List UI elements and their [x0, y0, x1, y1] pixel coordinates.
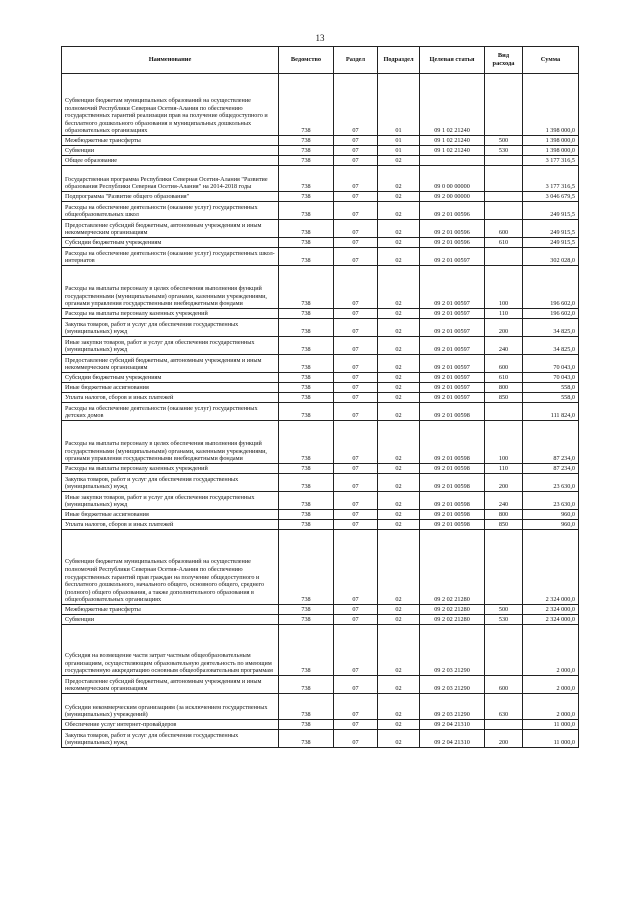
row-razdel: 07	[334, 510, 378, 520]
row-podrazdel: 02	[378, 383, 420, 393]
row-razdel: 07	[334, 520, 378, 530]
row-target-article: 09 2 01 00597	[420, 355, 485, 373]
row-razdel: 07	[334, 373, 378, 383]
row-vedomstvo: 738	[279, 238, 334, 248]
row-sum: 249 915,5	[523, 238, 579, 248]
table-row	[62, 355, 579, 373]
row-vedomstvo: 738	[279, 421, 334, 464]
row-target-article: 09 2 01 00598	[420, 510, 485, 520]
row-vedomstvo: 738	[279, 520, 334, 530]
table-row	[62, 266, 579, 309]
row-expense-type	[485, 530, 523, 605]
row-expense-type	[485, 248, 523, 266]
row-expense-type: 600	[485, 676, 523, 694]
row-expense-type: 630	[485, 694, 523, 720]
row-razdel: 07	[334, 530, 378, 605]
row-target-article	[420, 156, 485, 166]
row-expense-type	[485, 156, 523, 166]
header-sum: Сумма	[523, 47, 579, 74]
row-vedomstvo: 738	[279, 464, 334, 474]
row-expense-type: 530	[485, 615, 523, 625]
row-sum: 34 825,0	[523, 319, 579, 337]
row-vedomstvo: 738	[279, 309, 334, 319]
table-row	[62, 220, 579, 238]
row-vedomstvo: 738	[279, 383, 334, 393]
row-vedomstvo: 738	[279, 694, 334, 720]
row-sum: 558,0	[523, 383, 579, 393]
header-expense-type: Вид расхода	[485, 47, 523, 74]
row-razdel: 07	[334, 266, 378, 309]
table-row	[62, 720, 579, 730]
row-expense-type	[485, 74, 523, 136]
row-sum: 11 000,0	[523, 730, 579, 748]
row-expense-type: 600	[485, 355, 523, 373]
row-podrazdel: 02	[378, 355, 420, 373]
table-row	[62, 156, 579, 166]
row-vedomstvo: 738	[279, 403, 334, 421]
row-name: Расходы на выплаты персоналу в целях обеспечения выполнения функций государственными (муниципальными) органами, казенными учреждениями, органами управления государственными внебюджетными фондами	[62, 266, 279, 309]
row-target-article: 09 1 02 21240	[420, 146, 485, 156]
row-expense-type: 100	[485, 421, 523, 464]
row-target-article: 09 0 00 00000	[420, 166, 485, 192]
row-name: Предоставление субсидий бюджетным, автономным учреждениям и иным некоммерческим организациям	[62, 220, 279, 238]
row-sum: 23 630,0	[523, 492, 579, 510]
row-name: Субсидия на возмещение части затрат частным общеобразовательным организациям, осуществляющим образовательную деятельность по имеющим государственную аккредитацию основным общеобразовательным программам	[62, 625, 279, 676]
row-expense-type: 610	[485, 373, 523, 383]
row-expense-type: 240	[485, 492, 523, 510]
row-podrazdel: 02	[378, 464, 420, 474]
row-podrazdel: 02	[378, 238, 420, 248]
row-name: Предоставление субсидий бюджетным, автономным учреждениям и иным некоммерческим организациям	[62, 355, 279, 373]
row-sum: 23 630,0	[523, 474, 579, 492]
table-row	[62, 730, 579, 748]
table-row	[62, 615, 579, 625]
row-podrazdel: 02	[378, 510, 420, 520]
row-vedomstvo: 738	[279, 492, 334, 510]
row-razdel: 07	[334, 625, 378, 676]
row-name: Обеспечение услуг интернет-провайдеров	[62, 720, 279, 730]
row-target-article: 09 2 01 00598	[420, 520, 485, 530]
row-sum: 2 324 000,0	[523, 530, 579, 605]
table-row	[62, 474, 579, 492]
row-target-article: 09 2 00 00000	[420, 192, 485, 202]
table-row	[62, 337, 579, 355]
row-podrazdel: 02	[378, 337, 420, 355]
row-vedomstvo: 738	[279, 474, 334, 492]
row-target-article: 09 2 04 21310	[420, 720, 485, 730]
row-podrazdel: 02	[378, 266, 420, 309]
header-vedomstvo: Ведомство	[279, 47, 334, 74]
row-target-article: 09 2 01 00597	[420, 309, 485, 319]
table-row	[62, 192, 579, 202]
row-target-article: 09 2 02 21280	[420, 530, 485, 605]
table-row	[62, 202, 579, 220]
row-name: Субвенции бюджетам муниципальных образований на осуществление полномочий Республики Северная Осетия-Алания по обеспечению государственных гарантий прав граждан на получение общедоступного и бесплатного дошкольного, начального общего, основного общего, среднего (полного) общего образования, а также дополнительного образования в общеобразовательных организациях	[62, 530, 279, 605]
table-row	[62, 74, 579, 136]
row-podrazdel: 02	[378, 248, 420, 266]
row-razdel: 07	[334, 464, 378, 474]
table-row	[62, 403, 579, 421]
row-razdel: 07	[334, 202, 378, 220]
row-sum: 70 043,0	[523, 373, 579, 383]
row-podrazdel: 02	[378, 520, 420, 530]
row-sum: 34 825,0	[523, 337, 579, 355]
row-expense-type: 530	[485, 146, 523, 156]
table-row	[62, 530, 579, 605]
row-target-article: 09 2 01 00598	[420, 421, 485, 464]
row-sum: 960,0	[523, 520, 579, 530]
row-razdel: 07	[334, 492, 378, 510]
row-target-article: 09 1 02 21240	[420, 136, 485, 146]
row-expense-type: 800	[485, 510, 523, 520]
row-sum: 1 398 000,0	[523, 136, 579, 146]
row-razdel: 07	[334, 676, 378, 694]
row-name: Иные бюджетные ассигнования	[62, 510, 279, 520]
row-expense-type	[485, 202, 523, 220]
row-expense-type: 110	[485, 309, 523, 319]
row-name: Субвенции	[62, 615, 279, 625]
row-name: Иные бюджетные ассигнования	[62, 383, 279, 393]
row-sum: 3 177 316,5	[523, 156, 579, 166]
row-sum: 249 915,5	[523, 202, 579, 220]
row-target-article: 09 2 01 00596	[420, 202, 485, 220]
row-vedomstvo: 738	[279, 676, 334, 694]
row-target-article: 09 2 01 00598	[420, 492, 485, 510]
row-target-article: 09 2 01 00597	[420, 393, 485, 403]
row-name: Закупка товаров, работ и услуг для обеспечения государственных (муниципальных) нужд	[62, 474, 279, 492]
row-podrazdel: 02	[378, 730, 420, 748]
row-vedomstvo: 738	[279, 530, 334, 605]
row-vedomstvo: 738	[279, 202, 334, 220]
row-vedomstvo: 738	[279, 266, 334, 309]
row-expense-type: 600	[485, 220, 523, 238]
row-podrazdel: 01	[378, 146, 420, 156]
row-target-article: 09 2 03 21290	[420, 676, 485, 694]
header-razdel: Раздел	[334, 47, 378, 74]
row-vedomstvo: 738	[279, 393, 334, 403]
row-target-article: 09 2 02 21280	[420, 605, 485, 615]
row-target-article: 09 2 03 21290	[420, 694, 485, 720]
row-sum: 2 324 000,0	[523, 615, 579, 625]
row-vedomstvo: 738	[279, 605, 334, 615]
table-row	[62, 309, 579, 319]
row-razdel: 07	[334, 421, 378, 464]
row-razdel: 07	[334, 605, 378, 615]
row-razdel: 07	[334, 720, 378, 730]
row-razdel: 07	[334, 136, 378, 146]
row-sum: 2 000,0	[523, 676, 579, 694]
row-name: Уплата налогов, сборов и иных платежей	[62, 393, 279, 403]
row-expense-type: 500	[485, 136, 523, 146]
row-podrazdel: 02	[378, 694, 420, 720]
row-expense-type	[485, 403, 523, 421]
row-sum: 1 398 000,0	[523, 74, 579, 136]
header-target-article: Целевая статья	[420, 47, 485, 74]
row-name: Субвенции	[62, 146, 279, 156]
row-podrazdel: 02	[378, 615, 420, 625]
row-podrazdel: 02	[378, 403, 420, 421]
row-podrazdel: 02	[378, 220, 420, 238]
row-name: Субсидии бюджетным учреждениям	[62, 238, 279, 248]
table-row	[62, 520, 579, 530]
row-razdel: 07	[334, 474, 378, 492]
row-name: Субвенции бюджетам муниципальных образований на осуществление полномочий Республики Северная Осетия-Алания по обеспечению государственных гарантий реализации прав на получение общедоступного и бесплатного дошкольного образования в муниципальных дошкольных образовательных организациях	[62, 74, 279, 136]
row-target-article: 09 1 02 21240	[420, 74, 485, 136]
row-podrazdel: 02	[378, 393, 420, 403]
row-sum: 87 234,0	[523, 464, 579, 474]
row-expense-type	[485, 625, 523, 676]
row-name: Иные закупки товаров, работ и услуг для обеспечения государственных (муниципальных) нужд	[62, 337, 279, 355]
row-expense-type: 100	[485, 266, 523, 309]
row-target-article: 09 2 01 00597	[420, 383, 485, 393]
row-name: Расходы на обеспечение деятельности (оказание услуг) государственных детских домов	[62, 403, 279, 421]
row-vedomstvo: 738	[279, 510, 334, 520]
row-razdel: 07	[334, 694, 378, 720]
table-row	[62, 625, 579, 676]
table-row	[62, 383, 579, 393]
row-expense-type: 240	[485, 337, 523, 355]
table-row	[62, 676, 579, 694]
row-target-article: 09 2 01 00598	[420, 403, 485, 421]
row-razdel: 07	[334, 355, 378, 373]
row-razdel: 07	[334, 615, 378, 625]
row-razdel: 07	[334, 146, 378, 156]
row-vedomstvo: 738	[279, 720, 334, 730]
table-row	[62, 464, 579, 474]
row-sum: 11 000,0	[523, 720, 579, 730]
row-podrazdel: 02	[378, 474, 420, 492]
row-sum: 960,0	[523, 510, 579, 520]
row-podrazdel: 01	[378, 74, 420, 136]
row-sum: 2 324 000,0	[523, 605, 579, 615]
row-podrazdel: 02	[378, 309, 420, 319]
row-sum: 3 046 679,5	[523, 192, 579, 202]
row-target-article: 09 2 01 00597	[420, 266, 485, 309]
row-sum: 196 602,0	[523, 309, 579, 319]
row-podrazdel: 02	[378, 605, 420, 615]
row-sum: 70 043,0	[523, 355, 579, 373]
budget-table	[61, 46, 579, 748]
row-target-article: 09 2 01 00598	[420, 464, 485, 474]
row-name: Субсидии некоммерческим организациям (за исключением государственных (муниципальных) учреждений)	[62, 694, 279, 720]
row-vedomstvo: 738	[279, 730, 334, 748]
row-vedomstvo: 738	[279, 625, 334, 676]
row-expense-type	[485, 720, 523, 730]
row-podrazdel: 02	[378, 319, 420, 337]
row-expense-type: 800	[485, 383, 523, 393]
row-vedomstvo: 738	[279, 156, 334, 166]
row-name: Межбюджетные трансферты	[62, 605, 279, 615]
row-razdel: 07	[334, 309, 378, 319]
row-expense-type: 850	[485, 393, 523, 403]
row-target-article: 09 2 01 00597	[420, 337, 485, 355]
row-vedomstvo: 738	[279, 337, 334, 355]
page-number: 13	[315, 33, 325, 43]
row-sum: 2 000,0	[523, 694, 579, 720]
row-razdel: 07	[334, 156, 378, 166]
row-expense-type: 200	[485, 730, 523, 748]
row-razdel: 07	[334, 383, 378, 393]
row-razdel: 07	[334, 74, 378, 136]
row-sum: 87 234,0	[523, 421, 579, 464]
row-name: Иные закупки товаров, работ и услуг для обеспечения государственных (муниципальных) нужд	[62, 492, 279, 510]
row-podrazdel: 02	[378, 373, 420, 383]
row-podrazdel: 02	[378, 720, 420, 730]
table-row	[62, 248, 579, 266]
table-row	[62, 319, 579, 337]
row-sum: 249 915,5	[523, 220, 579, 238]
row-podrazdel: 02	[378, 530, 420, 605]
row-name: Расходы на выплаты персоналу казенных учреждений	[62, 464, 279, 474]
row-razdel: 07	[334, 166, 378, 192]
row-target-article: 09 2 01 00597	[420, 319, 485, 337]
row-vedomstvo: 738	[279, 166, 334, 192]
table-body	[62, 74, 579, 748]
row-vedomstvo: 738	[279, 319, 334, 337]
table-row	[62, 146, 579, 156]
row-podrazdel: 02	[378, 202, 420, 220]
row-target-article: 09 2 01 00596	[420, 238, 485, 248]
row-sum: 2 000,0	[523, 625, 579, 676]
row-target-article: 09 2 01 00597	[420, 373, 485, 383]
row-razdel: 07	[334, 248, 378, 266]
row-expense-type: 110	[485, 464, 523, 474]
row-name: Расходы на обеспечение деятельности (оказание услуг) государственных школ-интернатов	[62, 248, 279, 266]
row-podrazdel: 02	[378, 676, 420, 694]
header-podrazdel: Подраздел	[378, 47, 420, 74]
table-row	[62, 373, 579, 383]
table-row	[62, 492, 579, 510]
row-name: Государственная программа Республики Северная Осетия-Алания "Развитие образования Республики Северная Осетия-Алания" на 2014-2018 годы	[62, 166, 279, 192]
row-razdel: 07	[334, 319, 378, 337]
row-podrazdel: 02	[378, 156, 420, 166]
row-vedomstvo: 738	[279, 74, 334, 136]
row-podrazdel: 02	[378, 492, 420, 510]
row-razdel: 07	[334, 238, 378, 248]
row-podrazdel: 02	[378, 166, 420, 192]
row-razdel: 07	[334, 393, 378, 403]
row-sum: 558,0	[523, 393, 579, 403]
row-vedomstvo: 738	[279, 192, 334, 202]
table-row	[62, 166, 579, 192]
row-vedomstvo: 738	[279, 146, 334, 156]
row-vedomstvo: 738	[279, 373, 334, 383]
row-expense-type	[485, 166, 523, 192]
row-name: Межбюджетные трансферты	[62, 136, 279, 146]
row-vedomstvo: 738	[279, 136, 334, 146]
row-expense-type	[485, 192, 523, 202]
header-name: Наименование	[62, 47, 279, 74]
table-row	[62, 238, 579, 248]
row-name: Закупка товаров, работ и услуг для обеспечения государственных (муниципальных) нужд	[62, 319, 279, 337]
table-row	[62, 393, 579, 403]
row-sum: 111 824,0	[523, 403, 579, 421]
table-row	[62, 421, 579, 464]
row-expense-type: 500	[485, 605, 523, 615]
row-target-article: 09 2 02 21280	[420, 615, 485, 625]
table-row	[62, 694, 579, 720]
row-vedomstvo: 738	[279, 248, 334, 266]
row-name: Расходы на обеспечение деятельности (оказание услуг) государственных общеобразовательных школ	[62, 202, 279, 220]
row-expense-type: 850	[485, 520, 523, 530]
row-target-article: 09 2 01 00597	[420, 248, 485, 266]
row-podrazdel: 02	[378, 625, 420, 676]
row-name: Уплата налогов, сборов и иных платежей	[62, 520, 279, 530]
row-target-article: 09 2 01 00596	[420, 220, 485, 238]
row-name: Расходы на выплаты персоналу в целях обеспечения выполнения функций государственными (муниципальными) органами, казенными учреждениями, органами управления государственными внебюджетными фондами	[62, 421, 279, 464]
row-razdel: 07	[334, 192, 378, 202]
table-row	[62, 605, 579, 615]
row-vedomstvo: 738	[279, 355, 334, 373]
row-sum: 196 602,0	[523, 266, 579, 309]
table-header-row	[62, 47, 579, 74]
row-vedomstvo: 738	[279, 615, 334, 625]
row-name: Общее образование	[62, 156, 279, 166]
row-name: Субсидии бюджетным учреждениям	[62, 373, 279, 383]
row-expense-type: 200	[485, 319, 523, 337]
row-podrazdel: 01	[378, 136, 420, 146]
row-razdel: 07	[334, 403, 378, 421]
row-target-article: 09 2 03 21290	[420, 625, 485, 676]
row-name: Подпрограмма "Развитие общего образования"	[62, 192, 279, 202]
row-razdel: 07	[334, 220, 378, 238]
row-razdel: 07	[334, 337, 378, 355]
row-sum: 302 028,0	[523, 248, 579, 266]
row-podrazdel: 02	[378, 421, 420, 464]
row-expense-type: 200	[485, 474, 523, 492]
table-row	[62, 136, 579, 146]
row-expense-type: 610	[485, 238, 523, 248]
row-sum: 1 398 000,0	[523, 146, 579, 156]
row-name: Расходы на выплаты персоналу казенных учреждений	[62, 309, 279, 319]
row-name: Закупка товаров, работ и услуг для обеспечения государственных (муниципальных) нужд	[62, 730, 279, 748]
row-target-article: 09 2 01 00598	[420, 474, 485, 492]
row-sum: 3 177 316,5	[523, 166, 579, 192]
row-target-article: 09 2 04 21310	[420, 730, 485, 748]
row-razdel: 07	[334, 730, 378, 748]
row-name: Предоставление субсидий бюджетным, автономным учреждениям и иным некоммерческим организациям	[62, 676, 279, 694]
row-podrazdel: 02	[378, 192, 420, 202]
table-row	[62, 510, 579, 520]
row-vedomstvo: 738	[279, 220, 334, 238]
